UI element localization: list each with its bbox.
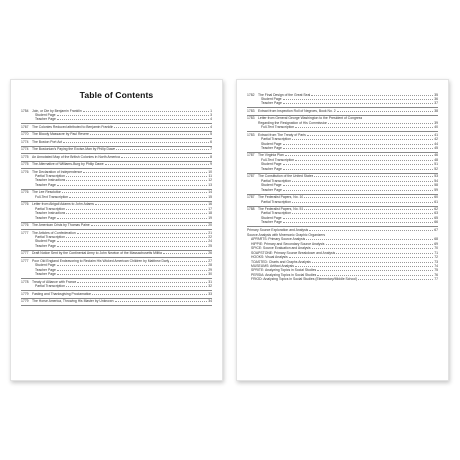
toc-entry-title: The Final Design of the Great Seal bbox=[258, 92, 311, 97]
dot-leader bbox=[57, 217, 207, 219]
toc-entry bbox=[21, 162, 212, 166]
toc-page-number: 9 bbox=[210, 162, 212, 167]
toc-entry-title: The Virginia Plan bbox=[258, 153, 284, 158]
dot-leader bbox=[62, 191, 207, 193]
toc-entry-title: Teacher Page bbox=[35, 182, 56, 187]
toc-page-number: 25 bbox=[208, 243, 212, 248]
toc-entry-title: Draft Notice Sent by the Continental Army to John Newton of the Massachusetts Militia bbox=[32, 251, 162, 256]
toc-page-number: 58 bbox=[434, 183, 438, 188]
toc-section bbox=[247, 153, 438, 174]
toc-entry-title: Partial Transcription bbox=[35, 284, 65, 289]
toc-entry bbox=[21, 140, 212, 144]
toc-page-number: 31 bbox=[208, 279, 212, 284]
toc-page-number: 48 bbox=[434, 157, 438, 162]
toc-page-number: 75 bbox=[434, 268, 438, 273]
toc-subentry bbox=[247, 167, 438, 171]
toc-subentry bbox=[21, 183, 212, 187]
toc-entry-title: Student Page bbox=[261, 183, 282, 188]
dot-leader bbox=[66, 208, 207, 210]
toc-entry-title: Partial Transcription bbox=[261, 137, 291, 142]
toc-year: 1777 bbox=[21, 230, 29, 235]
dot-leader bbox=[91, 224, 208, 226]
toc-entry-title: The Horse America, Throwing His Master by Unknown bbox=[32, 299, 114, 303]
toc-section bbox=[247, 132, 438, 153]
toc-entry-title: Teacher Page bbox=[35, 243, 56, 248]
dot-leader bbox=[63, 141, 209, 143]
toc-page-number: 74 bbox=[434, 263, 438, 268]
toc-section bbox=[21, 108, 212, 124]
left-toc-list bbox=[21, 108, 212, 306]
toc-entry-title: PERSIA: Analyzing Topics in Social Studies bbox=[251, 272, 317, 277]
toc-entry-title: HIPPIE: Primary and Secondary Source Analysis bbox=[251, 241, 325, 246]
toc-subentry bbox=[21, 272, 212, 276]
toc-entry bbox=[21, 251, 212, 255]
toc-page-number: 19 bbox=[208, 215, 212, 220]
right-page bbox=[236, 79, 449, 381]
dot-leader bbox=[69, 196, 207, 198]
toc-page-number: 7 bbox=[210, 147, 212, 152]
toc-entry-title: Regarding the Resignation of His Commission bbox=[258, 120, 328, 125]
toc-entry-title: Extract from The Treaty of Paris bbox=[258, 132, 306, 137]
left-page bbox=[10, 79, 223, 381]
toc-page-number: 54 bbox=[434, 178, 438, 183]
dot-leader bbox=[66, 179, 207, 181]
dot-leader bbox=[337, 110, 434, 112]
toc-year: 1779 bbox=[21, 291, 29, 296]
toc-section bbox=[21, 139, 212, 146]
dot-leader bbox=[326, 243, 434, 245]
toc-page-number: 40 bbox=[434, 125, 438, 130]
dot-leader bbox=[170, 260, 207, 262]
toc-entry-title: Join, or Die by Benjamin Franklin bbox=[32, 108, 82, 113]
toc-entry-title: Teacher Page bbox=[261, 220, 282, 225]
toc-entry bbox=[21, 125, 212, 129]
toc-section bbox=[21, 147, 212, 154]
toc-entry-title: SOAPSTONE: Primary Source Breakdown and Analysis bbox=[251, 250, 336, 255]
toc-page-number: 72 bbox=[434, 255, 438, 260]
dot-leader bbox=[307, 134, 433, 136]
toc-year: 1783 bbox=[247, 116, 255, 121]
toc-entry-title: Teacher Instructions bbox=[35, 211, 66, 216]
dot-leader bbox=[57, 184, 207, 186]
toc-section bbox=[247, 116, 438, 132]
dot-leader bbox=[292, 212, 433, 214]
toc-entry-title: Student Page bbox=[35, 112, 56, 117]
toc-subentry bbox=[247, 125, 438, 129]
toc-page-number: 46 bbox=[434, 153, 438, 158]
dot-leader bbox=[283, 163, 434, 165]
toc-entry-title: Full-Text Transcription bbox=[261, 157, 295, 162]
toc-page-number: 20 bbox=[208, 223, 212, 228]
toc-page-number: 6 bbox=[210, 139, 212, 144]
toc-entry-title: Student Page bbox=[261, 215, 282, 220]
toc-page-number: 38 bbox=[434, 108, 438, 113]
toc-page-number: 22 bbox=[208, 235, 212, 240]
toc-entry-title: The Articles of Confederation bbox=[32, 230, 76, 235]
dot-leader bbox=[114, 126, 209, 128]
toc-subentry bbox=[21, 284, 212, 288]
toc-subentry bbox=[247, 200, 438, 204]
dot-leader bbox=[283, 168, 433, 170]
toc-section bbox=[21, 291, 212, 298]
toc-year: 1775 bbox=[21, 154, 29, 159]
dot-leader bbox=[57, 240, 208, 242]
toc-page-number: 65 bbox=[434, 215, 438, 220]
dot-leader bbox=[283, 147, 433, 149]
dot-leader bbox=[314, 175, 433, 177]
toc-entry-title: Teacher Page bbox=[261, 146, 282, 151]
toc-page-number: 60 bbox=[434, 195, 438, 200]
dot-leader bbox=[328, 122, 433, 124]
toc-entry-title: Student Page bbox=[35, 239, 56, 244]
dot-leader bbox=[289, 256, 434, 258]
dot-leader bbox=[317, 269, 433, 271]
toc-entry-title: HOOKS: Visual Analysis bbox=[251, 255, 288, 260]
dot-leader bbox=[83, 110, 209, 112]
toc-page-number: 17 bbox=[208, 206, 212, 211]
toc-entry-title: Letter from General George Washington to the President of Congress bbox=[258, 116, 363, 121]
toc-page-number: 29 bbox=[208, 267, 212, 272]
toc-entry-title: Partial Transcription bbox=[261, 211, 291, 216]
toc-entry-title: Student Page bbox=[35, 263, 56, 268]
toc-section bbox=[21, 162, 212, 169]
toc-section bbox=[247, 108, 438, 115]
toc-subentry bbox=[247, 101, 438, 105]
toc-entry bbox=[21, 292, 212, 296]
toc-entry bbox=[21, 147, 212, 151]
dot-leader bbox=[283, 102, 433, 104]
toc-page-number: 51 bbox=[434, 162, 438, 167]
dot-leader bbox=[77, 232, 207, 234]
toc-subentry bbox=[247, 188, 438, 192]
dot-leader bbox=[336, 252, 433, 254]
toc-year: 1777 bbox=[21, 251, 29, 256]
toc-entry bbox=[247, 109, 438, 113]
toc-page-number: 27 bbox=[208, 258, 212, 263]
toc-entry-title: The Constitution of the United States bbox=[258, 174, 314, 179]
toc-page-number: 39 bbox=[434, 120, 438, 125]
toc-section bbox=[21, 258, 212, 279]
toc-entry-title: SPRITE: Analyzing Topics in Social Studies bbox=[251, 268, 317, 273]
dot-leader bbox=[283, 189, 433, 191]
toc-page-number: 21 bbox=[208, 230, 212, 235]
toc-subentry bbox=[21, 195, 212, 199]
toc-section bbox=[247, 207, 438, 228]
toc-section bbox=[21, 251, 212, 258]
toc-entry bbox=[21, 132, 212, 136]
toc-entry-title: Teacher Page bbox=[261, 101, 282, 106]
toc-page-number: 35 bbox=[434, 92, 438, 97]
toc-page-number: 67 bbox=[434, 228, 438, 233]
toc-entry-title: Teacher Page bbox=[261, 166, 282, 171]
toc-page-number: 16 bbox=[208, 202, 212, 207]
dot-leader bbox=[292, 180, 433, 182]
toc-section bbox=[21, 279, 212, 291]
toc-page-number: 24 bbox=[208, 239, 212, 244]
toc-page-number: 12 bbox=[208, 178, 212, 183]
dot-leader bbox=[295, 126, 433, 128]
dot-leader bbox=[163, 252, 207, 254]
dot-leader bbox=[285, 154, 433, 156]
dot-leader bbox=[92, 293, 207, 295]
toc-year: 1776 bbox=[21, 169, 29, 174]
toc-entry-title: Teacher Page bbox=[35, 267, 56, 272]
toc-subentry bbox=[21, 216, 212, 220]
toc-year: 1779 bbox=[21, 299, 29, 303]
toc-section bbox=[21, 169, 212, 190]
toc-entry-title: The Federalist Papers, No. 10 bbox=[258, 195, 304, 200]
toc-year: 1787 bbox=[247, 195, 255, 200]
toc-year: 1778 bbox=[21, 279, 29, 284]
dot-leader bbox=[90, 133, 209, 135]
toc-page-number: 15 bbox=[208, 194, 212, 199]
toc-page-number: 41 bbox=[434, 132, 438, 137]
dot-leader bbox=[57, 273, 207, 275]
toc-entry-title: Teacher Page bbox=[35, 117, 56, 122]
toc-page-number: 14 bbox=[208, 190, 212, 195]
toc-entry-title: APPARTS: Primary Source Analysis bbox=[251, 237, 306, 242]
toc-entry-title: Teacher Page bbox=[35, 272, 56, 277]
toc-section bbox=[21, 202, 212, 223]
appendix-toc-list bbox=[247, 227, 438, 281]
toc-entry-title: Poor Old England Endeavoring to Reclaim His Wicked American Children by Matthew Darly bbox=[32, 258, 170, 263]
toc-entry-title: Partial Transcription bbox=[261, 199, 291, 204]
dot-leader bbox=[283, 217, 434, 219]
toc-page-number: 73 bbox=[434, 259, 438, 264]
dot-leader bbox=[77, 281, 207, 283]
toc-page-number: 26 bbox=[208, 251, 212, 256]
dot-leader bbox=[116, 148, 209, 150]
toc-entry-title: The Federalist Papers, No. 51 bbox=[258, 207, 304, 212]
toc-section bbox=[247, 195, 438, 207]
toc-year: 1782 bbox=[247, 92, 255, 97]
toc-subentry bbox=[21, 244, 212, 248]
toc-entry-title: The Alternative of Williams-Burg by Philip Dawe bbox=[32, 162, 104, 167]
toc-page-number: 62 bbox=[434, 207, 438, 212]
toc-entry-title: Teacher Instructions bbox=[35, 178, 66, 183]
toc-entry-title: Source Analysis with Mnemonic Graphic Organizers bbox=[247, 232, 326, 237]
toc-page-number: 1 bbox=[210, 108, 212, 113]
toc-year: 1788 bbox=[247, 207, 255, 212]
toc-entry bbox=[21, 155, 212, 159]
toc-page-number: 70 bbox=[434, 246, 438, 251]
toc-subentry bbox=[247, 277, 438, 281]
toc-entry-title: Full-Text Transcription bbox=[261, 125, 295, 130]
dot-leader bbox=[57, 264, 208, 266]
toc-entry-title: The Lee Resolution bbox=[32, 190, 62, 195]
toc-entry-title: Teacher Page bbox=[261, 187, 282, 192]
toc-page-number: 3 bbox=[210, 112, 212, 117]
toc-year: 1776 bbox=[21, 202, 29, 207]
toc-section bbox=[21, 299, 212, 306]
toc-page-number: 18 bbox=[208, 211, 212, 216]
right-toc-list bbox=[247, 92, 438, 227]
toc-page-number: 8 bbox=[210, 154, 212, 159]
toc-entry-title: Teacher Page bbox=[35, 215, 56, 220]
toc-year: 1787 bbox=[247, 174, 255, 179]
toc-entry-title: Partial Transcription bbox=[261, 178, 291, 183]
dot-leader bbox=[312, 261, 433, 263]
dot-leader bbox=[57, 245, 207, 247]
toc-page-number: 45 bbox=[434, 146, 438, 151]
toc-page-number: 59 bbox=[434, 187, 438, 192]
toc-page-number: 69 bbox=[434, 241, 438, 246]
dot-leader bbox=[311, 94, 433, 96]
toc-page-number: 28 bbox=[208, 263, 212, 268]
dot-leader bbox=[283, 184, 434, 186]
dot-leader bbox=[57, 114, 210, 116]
toc-entry-title: The Declaration of Independence bbox=[32, 169, 83, 174]
toc-page-number: 71 bbox=[434, 250, 438, 255]
toc-entry-title: TOASTED: Charts and Graphs Analysis bbox=[251, 259, 311, 264]
toc-page-number: 4 bbox=[210, 124, 212, 129]
toc-entry-title: SPICE: Source Evaluation and Analysis bbox=[251, 246, 311, 251]
toc-entry-title: Treaty of Alliance with France bbox=[32, 279, 77, 284]
toc-entry-title: Primary Source Exploration and Analysis bbox=[247, 228, 309, 233]
toc-page-number: 33 bbox=[208, 291, 212, 296]
dot-leader bbox=[83, 171, 207, 173]
toc-year: 1774 bbox=[21, 147, 29, 152]
toc-entry-title: The Bloody Massacre by Paul Revere bbox=[32, 132, 89, 137]
toc-page-number: 44 bbox=[434, 141, 438, 146]
toc-page-number: 5 bbox=[210, 132, 212, 137]
toc-entry-title: The Colonies Reduced attributed to Benjamin Franklin bbox=[32, 124, 114, 129]
dot-leader bbox=[295, 159, 433, 161]
toc-page-number: 4 bbox=[210, 117, 212, 122]
toc-entry-title: Partial Transcription bbox=[35, 206, 65, 211]
dot-leader bbox=[121, 156, 209, 158]
dot-leader bbox=[66, 212, 207, 214]
toc-section bbox=[21, 223, 212, 230]
dot-leader bbox=[283, 98, 434, 100]
dot-leader bbox=[358, 278, 433, 280]
toc-entry-title: Fasting and Thanksgiving Proclamation bbox=[32, 291, 92, 296]
toc-page-number: 52 bbox=[434, 166, 438, 171]
toc-section bbox=[21, 132, 212, 139]
toc-page-number: 61 bbox=[434, 199, 438, 204]
toc-page-number: 34 bbox=[208, 299, 212, 303]
dot-leader bbox=[309, 229, 433, 231]
toc-section bbox=[21, 190, 212, 202]
toc-year: 1776 bbox=[21, 190, 29, 195]
toc-entry-title: The Bostonian's Paying the Excise-Man by Philip Dawe bbox=[32, 147, 116, 152]
toc-entry-title: FRIOD: Analyzing Topics in Social Studies (Elementary/Middle School) bbox=[251, 277, 358, 282]
toc-year: 1783 bbox=[247, 132, 255, 137]
toc-page-number: 10 bbox=[208, 169, 212, 174]
dot-leader bbox=[292, 138, 433, 140]
toc-year: 1767 bbox=[21, 124, 29, 129]
toc-entry-title: MUSEUMS: Artifact Analysis bbox=[251, 263, 294, 268]
toc-year: 1777 bbox=[21, 258, 29, 263]
dot-leader bbox=[283, 143, 434, 145]
toc-page-number: 42 bbox=[434, 137, 438, 142]
toc-entry-title: The American Crisis by Thomas Paine bbox=[32, 223, 90, 228]
toc-subentry bbox=[247, 220, 438, 224]
toc-entry-title: Partial Transcription bbox=[35, 174, 65, 179]
dot-leader bbox=[66, 175, 208, 177]
toc-page-number: 53 bbox=[434, 174, 438, 179]
toc-page-number: 63 bbox=[434, 211, 438, 216]
toc-entry-title: The Boston Port Act bbox=[32, 139, 63, 144]
dot-leader bbox=[66, 285, 207, 287]
toc-entry-title: Student Page bbox=[261, 162, 282, 167]
toc-year: 1783 bbox=[247, 108, 255, 113]
dot-leader bbox=[317, 274, 433, 276]
toc-entry bbox=[21, 299, 212, 303]
toc-section bbox=[21, 154, 212, 161]
toc-entry-title: Student Page bbox=[261, 96, 282, 101]
toc-page-number: 30 bbox=[208, 272, 212, 277]
toc-page-number: 68 bbox=[434, 237, 438, 242]
toc-entry-title: Letter from Abigail Adams to John Adams bbox=[32, 202, 95, 207]
toc-year: 1775 bbox=[21, 162, 29, 167]
toc-page-number: 13 bbox=[208, 182, 212, 187]
toc-year: 1770 bbox=[21, 132, 29, 137]
toc-section bbox=[21, 230, 212, 251]
dot-leader bbox=[295, 265, 433, 267]
toc-section bbox=[247, 174, 438, 195]
toc-section bbox=[247, 92, 438, 108]
dot-leader bbox=[115, 300, 208, 302]
toc-entry-title: Student Page bbox=[261, 141, 282, 146]
dot-leader bbox=[292, 201, 433, 203]
toc-subentry bbox=[247, 146, 438, 150]
toc-entry-title: Full-Text Transcription bbox=[35, 194, 69, 199]
toc-page-number: 36 bbox=[434, 96, 438, 101]
dot-leader bbox=[105, 163, 210, 165]
toc-year: 1776 bbox=[21, 223, 29, 228]
dot-leader bbox=[304, 196, 433, 198]
toc-entry-title: Partial Transcription bbox=[35, 235, 65, 240]
toc-year: 1787 bbox=[247, 153, 255, 158]
toc-entry-title: An Annotated Map of the British Colonies in North America bbox=[32, 154, 120, 159]
toc-title: Table of Contents bbox=[79, 90, 154, 100]
toc-page-number: 32 bbox=[208, 284, 212, 289]
toc-subentry bbox=[21, 117, 212, 121]
toc-page-number: 37 bbox=[434, 101, 438, 106]
toc-page-number: 66 bbox=[434, 220, 438, 225]
dot-leader bbox=[304, 208, 433, 210]
dot-leader bbox=[95, 203, 207, 205]
dot-leader bbox=[306, 238, 433, 240]
toc-year: 1754 bbox=[21, 108, 29, 113]
dot-leader bbox=[283, 221, 433, 223]
dot-leader bbox=[312, 247, 434, 249]
toc-year: 1774 bbox=[21, 139, 29, 144]
dot-leader bbox=[57, 269, 207, 271]
toc-page-number: 76 bbox=[434, 272, 438, 277]
toc-entry-title: Extract from Inspection Roll of Negroes, Book No. 2 bbox=[258, 108, 336, 113]
dot-leader bbox=[57, 118, 209, 120]
dot-leader bbox=[66, 236, 207, 238]
toc-section bbox=[21, 124, 212, 131]
toc-entry bbox=[21, 223, 212, 227]
toc-page-number: 77 bbox=[434, 277, 438, 282]
toc-page-number: 11 bbox=[208, 174, 212, 179]
